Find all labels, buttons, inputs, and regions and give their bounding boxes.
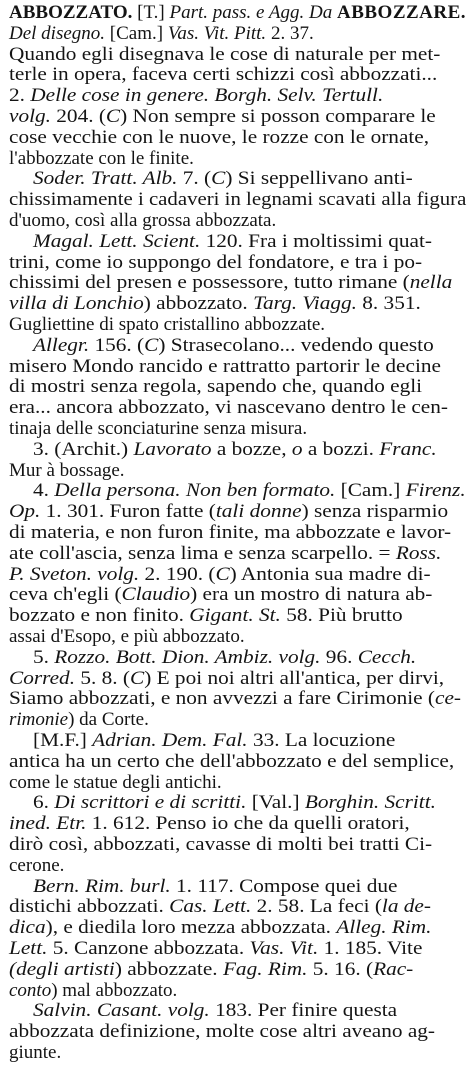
- entry-text: a bozze,: [211, 438, 292, 460]
- entry-line: [33, 480, 466, 502]
- entry-line: [33, 876, 397, 898]
- entry-line: [9, 2, 466, 24]
- entry-line: [9, 356, 441, 378]
- entry-line: [9, 376, 422, 398]
- entry-text: [Cam.]: [335, 480, 406, 502]
- entry-text: 2.: [9, 85, 31, 107]
- entry-text: Mur à bossage.: [9, 459, 125, 481]
- entry-text: tinaja delle sconciaturine senza misura.: [9, 418, 308, 439]
- citation-text: o: [291, 438, 303, 460]
- entry-text: chissimamente i cadaveri in legnami scavati alla figura: [9, 189, 467, 211]
- entry-text: di materia, e non furon finite, ma abbozzate e lavor-: [9, 522, 452, 543]
- citation-text: Cas. Lett.: [169, 896, 252, 918]
- citation-text: C: [211, 168, 226, 190]
- citation-text: ce-: [435, 688, 462, 710]
- entry-line: [9, 501, 448, 523]
- entry-text: 5. Canzone abbozzata.: [47, 938, 250, 959]
- entry-text: ) Strasecolano... vedendo questo: [158, 334, 434, 356]
- entry-text: cose vecchie con le nuove, le rozze con le ornate,: [9, 126, 430, 148]
- entry-text: 156. (: [89, 334, 145, 356]
- entry-text: 1. 612. Penso io che da quelli oratori,: [86, 813, 410, 835]
- entry-text: ) Si seppellivano anti-: [225, 168, 413, 190]
- entry-text: 1. 117. Compose quei due: [170, 875, 398, 897]
- headword-text: ABBOZZATO.: [9, 2, 133, 23]
- entry-text: 33. La locuzione: [247, 730, 396, 751]
- entry-text: 2. 58. La feci (: [251, 896, 382, 918]
- entry-line: [9, 1021, 435, 1043]
- entry-text: a bozzi.: [302, 438, 380, 460]
- entry-line: [9, 688, 461, 710]
- entry-line: [9, 751, 454, 773]
- citation-text: Soder. Tratt. Alb.: [33, 168, 178, 190]
- entry-text: 1. 185. Vite: [318, 938, 423, 959]
- citation-text: volg.: [9, 106, 51, 127]
- citation-text: Allegr.: [33, 334, 90, 356]
- citation-text: P. Sveton. volg.: [9, 563, 140, 585]
- entry-line: [33, 335, 434, 357]
- entry-line: [9, 1042, 61, 1064]
- entry-text: giunte.: [9, 1042, 62, 1063]
- citation-text: nella: [409, 272, 453, 294]
- citation-text: Magal. Lett. Scient.: [33, 230, 201, 252]
- entry-text: [M.F.]: [33, 730, 93, 751]
- entry-line: [9, 106, 436, 128]
- entry-text: antica ha un certo che dell'abbozzato e del semplice,: [9, 750, 455, 772]
- citation-text: Delle cose in genere. Borgh. Selv. Tertull.: [30, 85, 384, 107]
- entry-text: terle in opera, faceva certi schizzi così abbozzati...: [9, 64, 438, 86]
- entry-text: 2. 190. (: [139, 563, 216, 585]
- entry-text: Siamo abbozzati, e non avvezzi a fare Cirimonie (: [9, 688, 436, 710]
- entry-text: ) da Corte.: [68, 709, 149, 731]
- entry-line: [9, 668, 444, 690]
- citation-text: rimonie: [9, 709, 69, 731]
- entry-line: [9, 64, 437, 86]
- citation-text: Firenz.: [405, 480, 466, 502]
- entry-line: [9, 397, 448, 419]
- entry-text: 5. 8. (: [75, 667, 130, 689]
- entry-text: 4.: [33, 480, 55, 502]
- citation-text: Della persona. Non ben formato.: [54, 480, 336, 502]
- entry-text: assai d'Esopo, e più abbozzato.: [9, 626, 245, 647]
- headword-text: ABBOZZARE.: [336, 2, 467, 23]
- entry-text: Gugliettine di spato cristallino abbozzate.: [9, 314, 326, 335]
- entry-line: [9, 896, 431, 918]
- citation-text: Gigant. St.: [189, 605, 281, 627]
- entry-text: abbozzata definizione, molte cose altri aveano ag-: [9, 1021, 435, 1043]
- citation-text: Rozzo. Bott. Dion. Ambiz. volg.: [54, 646, 321, 668]
- entry-text: ) Non sempre si posson comparare le: [120, 106, 436, 127]
- entry-line: [9, 813, 410, 835]
- entry-text: era... ancora abbozzato, vi nascevano dentro le cen-: [9, 397, 448, 419]
- entry-line: [9, 293, 421, 315]
- entry-line: [33, 1000, 397, 1022]
- entry-text: 2. 37.: [266, 22, 314, 44]
- entry-text: ) Antonia sua madre di-: [229, 563, 431, 585]
- citation-text: Targ. Viagg.: [253, 293, 357, 315]
- entry-line: [33, 439, 437, 461]
- citation-text: Lett.: [9, 938, 48, 959]
- entry-text: chissimi del presen e possessore, tutto rimane (: [9, 272, 410, 294]
- citation-text: conto: [9, 979, 52, 1001]
- citation-text: (degli artisti: [9, 958, 115, 980]
- citation-text: Del disegno.: [9, 22, 106, 44]
- citation-text: Rac-: [373, 958, 414, 980]
- entry-line: [9, 272, 452, 294]
- entry-text: [Val.]: [246, 792, 305, 814]
- entry-line: [9, 460, 125, 482]
- entry-text: 204. (: [50, 106, 106, 127]
- citation-text: Lavorato: [133, 438, 212, 460]
- entry-line: [9, 44, 440, 66]
- citation-text: Vas. Vit.: [249, 938, 319, 959]
- entry-line: [9, 314, 325, 336]
- entry-line: [9, 85, 383, 107]
- entry-text: 183. Per finire questa: [209, 1000, 398, 1022]
- citation-text: Alleg. Rim.: [336, 917, 432, 939]
- citation-text: Salvin. Casant. volg.: [33, 1000, 210, 1022]
- citation-text: Claudio: [121, 584, 191, 606]
- entry-text: ate coll'ascia, senza lima e senza scarpello. =: [9, 542, 396, 564]
- entry-text: 5.: [33, 646, 55, 668]
- entry-text: 96.: [320, 646, 358, 668]
- entry-text: di mostri senza regola, sapendo che, quando egli: [9, 376, 423, 398]
- citation-text: Bern. Rim. burl.: [33, 875, 171, 897]
- citation-text: Fag. Rim.: [222, 958, 308, 980]
- citation-text: Part. pass. e Agg. Da: [169, 2, 337, 23]
- entry-text: 120. Fra i moltissimi quat-: [200, 230, 432, 252]
- entry-text: 5. 16. (: [307, 958, 374, 980]
- entry-line: [9, 980, 177, 1002]
- entry-text: ) abbozzate.: [114, 958, 223, 980]
- entry-text: 1. 301. Furon fatte (: [40, 501, 216, 523]
- entry-line: [33, 792, 436, 814]
- citation-text: Cecch.: [357, 646, 417, 668]
- citation-text: Adrian. Dem. Fal.: [92, 730, 248, 751]
- entry-line: [9, 855, 64, 877]
- entry-line: [9, 543, 441, 565]
- citation-text: villa di Lonchio: [9, 293, 144, 315]
- entry-line: [9, 522, 451, 544]
- citation-text: Ross.: [395, 542, 442, 564]
- entry-text: ) mal abbozzato.: [51, 979, 178, 1001]
- entry-text: 7. (: [177, 168, 212, 190]
- citation-text: la de-: [381, 896, 431, 918]
- entry-line: [9, 189, 466, 211]
- entry-line: [9, 584, 432, 606]
- entry-line: [9, 917, 431, 939]
- entry-text: come le statue degli antichi.: [9, 771, 222, 793]
- entry-text: trini, come io suppongo del fondatore, e tra i po-: [9, 251, 423, 273]
- entry-line: [33, 647, 416, 669]
- entry-text: ) abbozzato.: [143, 293, 254, 315]
- citation-text: C: [129, 667, 145, 689]
- citation-text: Vas. Vit. Pitt.: [167, 22, 267, 44]
- entry-line: [9, 709, 149, 731]
- entry-text: Quando egli disegnava le cose di naturale per met-: [9, 43, 441, 65]
- citation-text: ined. Etr.: [9, 813, 87, 835]
- citation-text: Di scrittori e di scritti.: [54, 792, 247, 814]
- entry-text: 6.: [33, 792, 55, 814]
- citation-text: tali donne: [215, 501, 302, 523]
- entry-line: [9, 834, 432, 856]
- entry-line: [9, 127, 429, 149]
- entry-line: [9, 564, 431, 586]
- entry-text: ) E poi noi altri all'antica, per dirvi,: [144, 667, 445, 689]
- citation-text: dica: [9, 917, 46, 939]
- entry-text: misero Mondo rancido e rattratto partorir le decine: [9, 355, 441, 377]
- entry-line: [9, 148, 194, 170]
- entry-text: ), e diedila loro mezza abbozzata.: [45, 917, 337, 939]
- citation-text: C: [105, 106, 121, 127]
- entry-text: dirò così, abbozzati, cavasse di molti bei tratti Ci-: [9, 834, 433, 855]
- entry-text: d'uomo, così alla grossa abbozzata.: [9, 210, 277, 231]
- entry-text: ) senza risparmio: [301, 501, 449, 523]
- entry-line: [33, 168, 413, 190]
- entry-text: 58. Più brutto: [280, 605, 403, 627]
- entry-line: [9, 626, 245, 648]
- entry-text: l'abbozzate con le finite.: [9, 147, 194, 169]
- entry-text: [Cam.]: [105, 22, 168, 44]
- entry-text: 3. (Archit.): [33, 438, 134, 460]
- citation-text: C: [215, 563, 230, 585]
- entry-line: [9, 938, 422, 960]
- entry-line: [9, 959, 413, 981]
- entry-line: [33, 231, 432, 253]
- entry-text: cerone.: [9, 854, 65, 876]
- entry-text: distichi abbozzati.: [9, 896, 170, 918]
- entry-text: [T.]: [132, 2, 170, 23]
- entry-line: [9, 418, 307, 440]
- citation-text: Corred.: [9, 667, 76, 689]
- citation-text: Op.: [9, 501, 41, 523]
- entry-text: ceva ch'egli (: [9, 584, 122, 606]
- entry-line: [9, 210, 276, 232]
- citation-text: Borghin. Scritt.: [304, 792, 436, 814]
- citation-text: Franc.: [379, 438, 437, 460]
- entry-line: [9, 252, 422, 274]
- citation-text: C: [144, 334, 159, 356]
- entry-line: [9, 772, 222, 794]
- entry-line: [9, 23, 314, 45]
- entry-text: ) era un mostro di natura ab-: [190, 584, 433, 606]
- entry-text: 8. 351.: [356, 293, 421, 315]
- entry-line: [33, 730, 395, 752]
- entry-line: [9, 605, 403, 627]
- entry-text: bozzato e non finito.: [9, 605, 190, 627]
